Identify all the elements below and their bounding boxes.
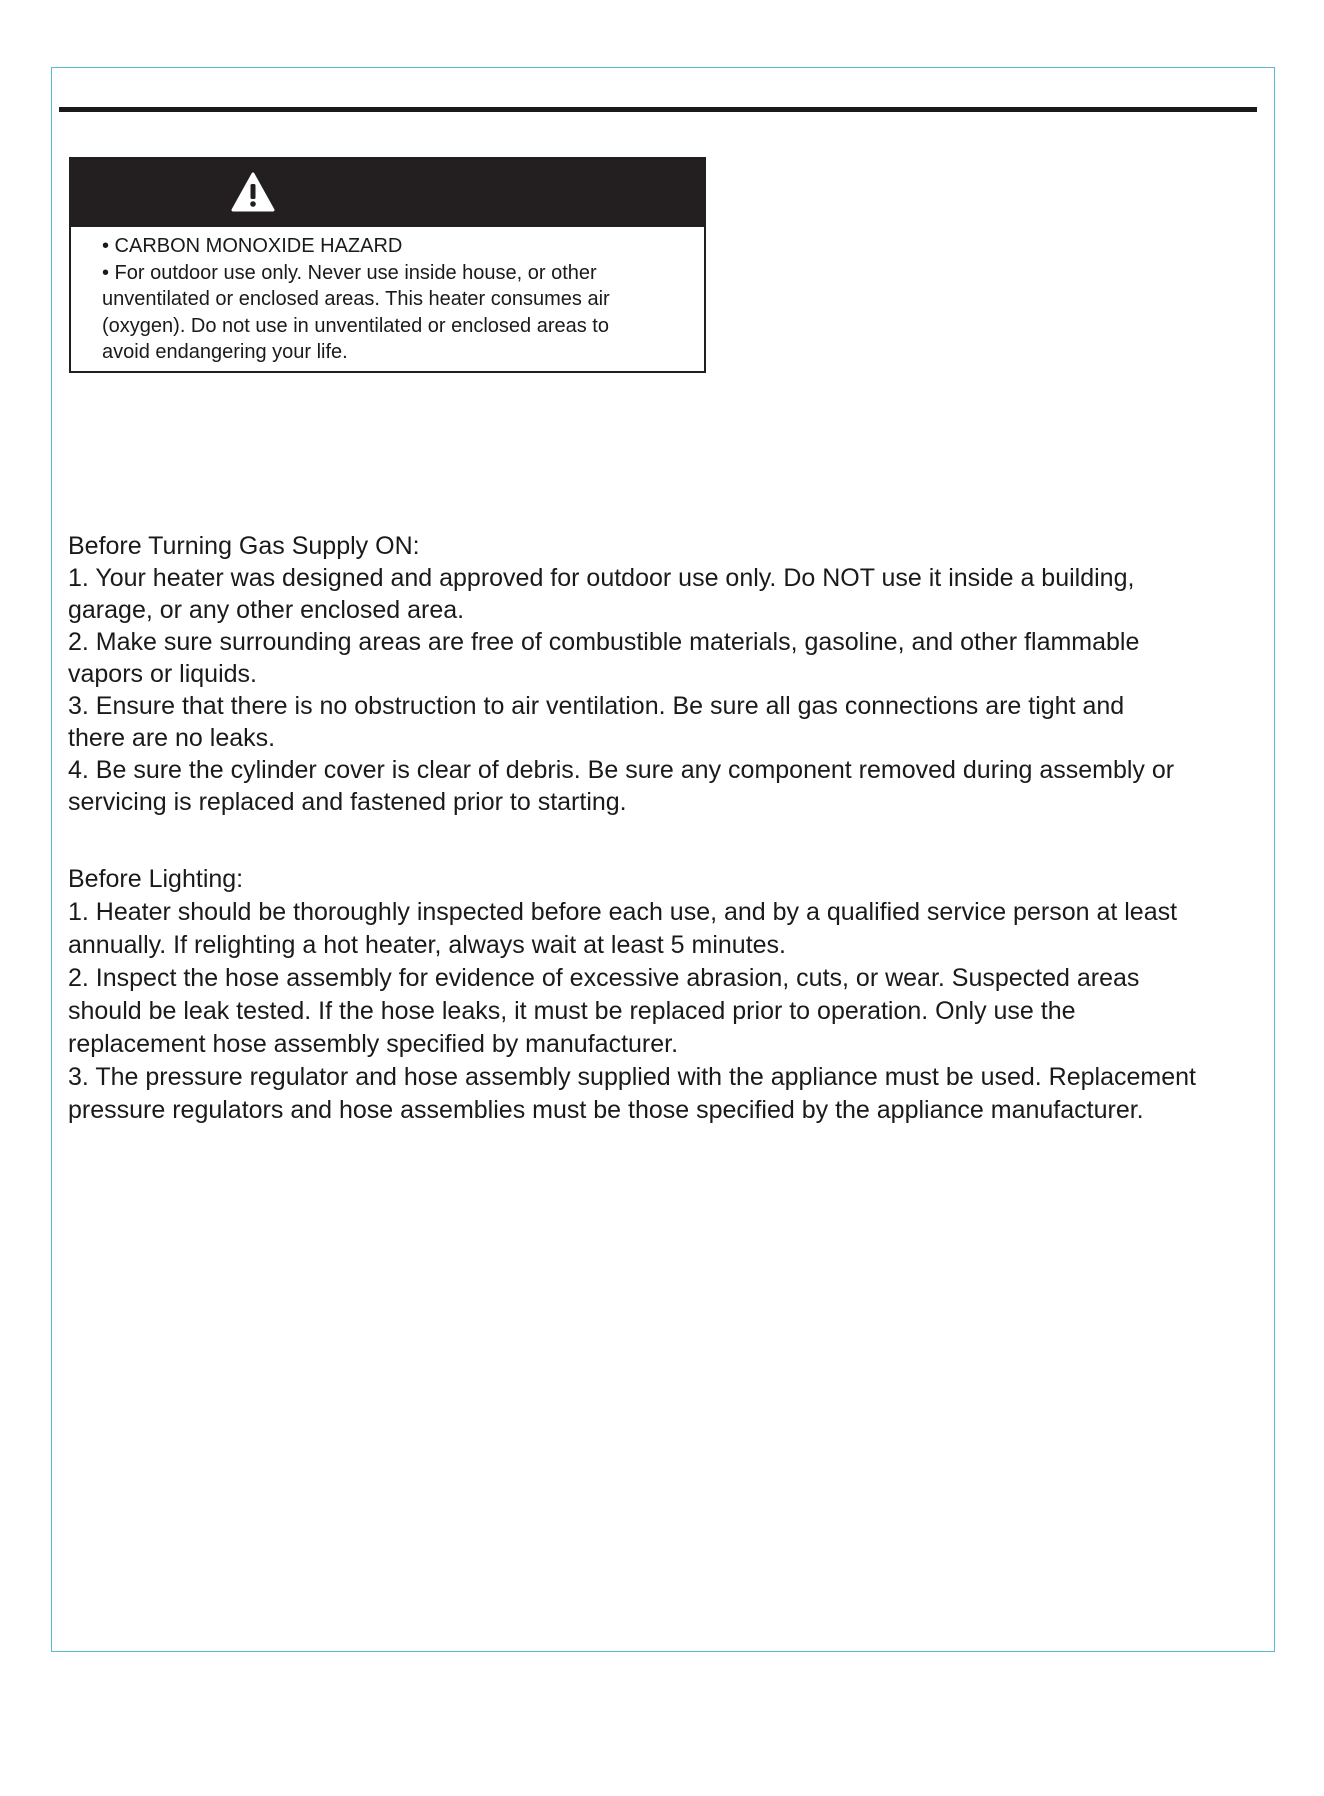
warning-line: • CARBON MONOXIDE HAZARD [102,235,403,257]
section-line: 1. Your heater was designed and approved for outdoor use only. Do NOT use it inside a building, [68,564,1135,592]
warning-line: • For outdoor use only. Never use inside house, or other [102,261,597,284]
warning-line: unventilated or enclosed areas. This heater consumes air [102,288,610,310]
section-line: 1. Heater should be thoroughly inspected before each use, and by a qualified service person at least [68,898,1178,926]
section-line: 3. The pressure regulator and hose assembly supplied with the appliance must be used. Replacement [68,1063,1196,1091]
warning-line: avoid endangering your life. [102,341,348,363]
section-line: 2. Inspect the hose assembly for evidence of excessive abrasion, cuts, or wear. Suspected areas [68,964,1140,992]
section-line: vapors or liquids. [68,660,257,688]
warning-header [71,159,704,227]
header-rule [59,107,1257,112]
warning-line: (oxygen). Do not use in unventilated or enclosed areas to [102,314,609,337]
section-line: there are no leaks. [68,724,276,752]
section-line: 4. Be sure the cylinder cover is clear of debris. Be sure any component removed during assembly or [68,756,1175,784]
section-heading: Before Lighting: [68,865,244,893]
section-line: should be leak tested. If the hose leaks, it must be replaced prior to operation. Only use the [68,997,1076,1025]
before-lighting-section [68,863,1278,1127]
warning-text [71,227,704,366]
warning-box [69,157,706,373]
section-line: servicing is replaced and fastened prior to starting. [68,788,627,816]
section-line: annually. If relighting a hot heater, always wait at least 5 minutes. [68,931,786,959]
section-line: replacement hose assembly specified by manufacturer. [68,1030,679,1058]
warning-triangle-icon [231,172,275,212]
section-line: 3. Ensure that there is no obstruction to air ventilation. Be sure all gas connections are tight and [68,692,1125,720]
section-heading: Before Turning Gas Supply ON: [68,532,420,560]
section-line: pressure regulators and hose assemblies must be those specified by the appliance manufacturer. [68,1096,1144,1124]
section-line: 2. Make sure surrounding areas are free of combustible materials, gasoline, and other flammable [68,628,1140,656]
before-gas-supply-section [68,530,1278,818]
section-line: garage, or any other enclosed area. [68,596,465,624]
